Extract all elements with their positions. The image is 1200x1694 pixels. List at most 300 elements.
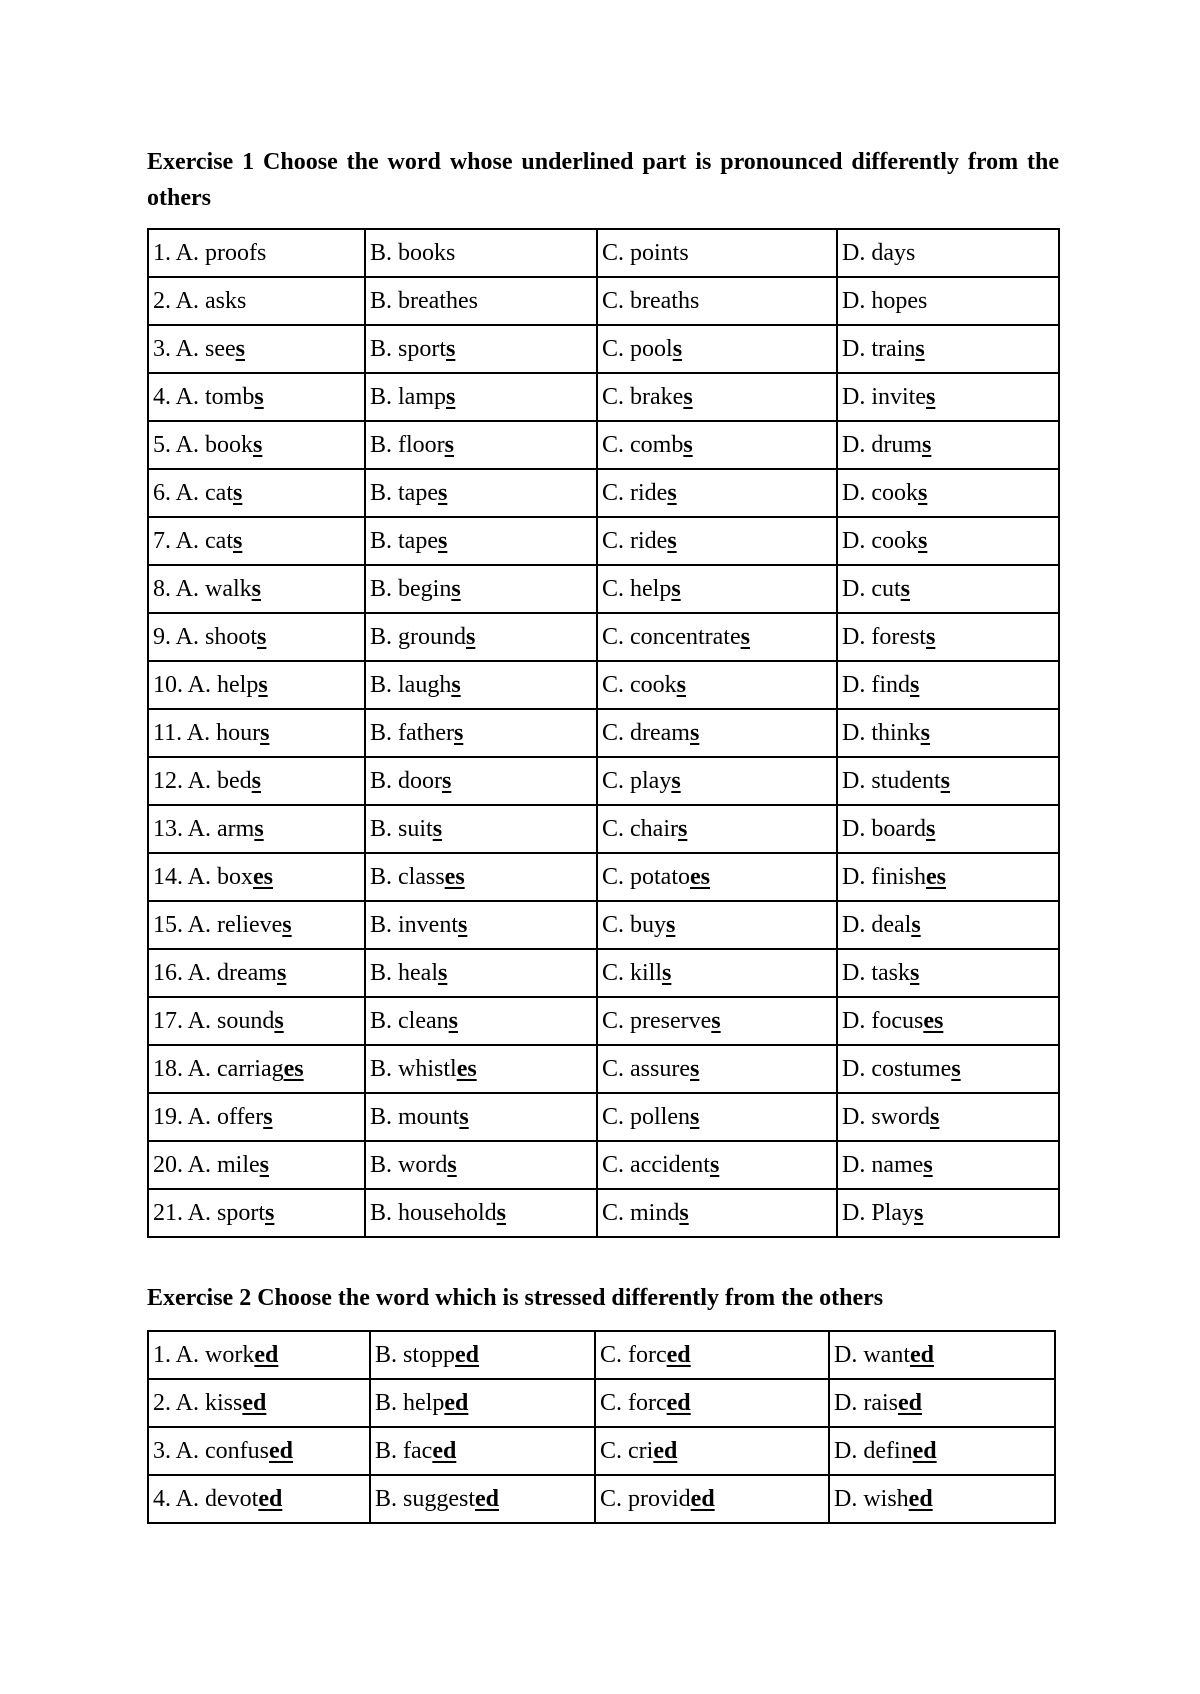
option-text: C. provid — [600, 1486, 691, 1512]
option-text: D. deal — [842, 912, 912, 938]
option-c-cell — [597, 1045, 837, 1093]
underlined-ending: s — [432, 816, 443, 842]
option-text: C. preserve — [602, 1008, 712, 1034]
option-text: 1. A. work — [153, 1342, 255, 1368]
question-row — [148, 1427, 1055, 1475]
option-text: D. costume — [842, 1056, 952, 1082]
option-text: 3. A. confus — [153, 1438, 269, 1464]
underlined-ending: s — [690, 1104, 700, 1130]
option-c-cell — [597, 997, 837, 1045]
option-text: D. cook — [842, 528, 918, 554]
option-text: D. find — [842, 672, 910, 698]
underlined-ending: s — [232, 480, 243, 506]
underlined-ending: ed — [254, 1342, 279, 1368]
option-text: 15. A. relieve — [153, 912, 283, 938]
underlined-ending: s — [442, 768, 452, 794]
underlined-ending: s — [671, 576, 681, 602]
underlined-ending: ed — [653, 1438, 678, 1464]
question-row — [148, 421, 1059, 469]
option-text: C. comb — [602, 432, 684, 458]
underlined-ending: s — [914, 1200, 924, 1226]
option-text: C. dream — [602, 720, 690, 746]
option-d-cell — [829, 1475, 1055, 1523]
underlined-ending: ed — [242, 1390, 267, 1416]
question-row — [148, 1475, 1055, 1523]
option-b-cell — [365, 1189, 597, 1237]
option-text: 6. A. cat — [153, 480, 233, 506]
question-row — [148, 469, 1059, 517]
underlined-ending: s — [679, 1200, 689, 1226]
underlined-ending: s — [253, 432, 263, 458]
underlined-ending: s — [235, 336, 245, 362]
option-a-cell — [148, 1475, 370, 1523]
option-d-cell — [837, 325, 1059, 373]
option-text: B. door — [370, 768, 442, 794]
option-text: D. finish — [842, 864, 926, 890]
option-d-cell — [829, 1379, 1055, 1427]
option-b-cell — [365, 565, 597, 613]
underlined-ending: s — [711, 1008, 721, 1034]
underlined-ending: s — [662, 960, 672, 986]
option-d-cell — [837, 421, 1059, 469]
option-d-cell — [837, 709, 1059, 757]
option-text: C. cri — [600, 1438, 654, 1464]
question-row — [148, 757, 1059, 805]
option-d-cell — [837, 277, 1059, 325]
underlined-ending: s — [926, 384, 936, 410]
option-text: C. points — [602, 240, 689, 266]
option-c-cell — [597, 565, 837, 613]
option-b-cell — [370, 1475, 595, 1523]
option-b-cell — [365, 613, 597, 661]
exercise-2-heading: Exercise 2 Choose the word which is stressed differently from the others — [147, 1285, 884, 1311]
underlined-ending: s — [915, 336, 925, 362]
underlined-ending: s — [453, 720, 464, 746]
underlined-ending: s — [276, 960, 287, 986]
option-text: C. ride — [602, 528, 668, 554]
option-text: 19. A. offer — [153, 1104, 264, 1130]
option-d-cell — [837, 997, 1059, 1045]
option-text: B. invent — [370, 912, 458, 938]
option-text: D. rais — [834, 1390, 898, 1416]
question-row — [148, 997, 1059, 1045]
underlined-ending: ed — [909, 1342, 934, 1368]
option-b-cell — [365, 805, 597, 853]
exercise-1-heading: Exercise 1 Choose the word whose underlined part is pronounced differently from the others — [147, 149, 1059, 211]
underlined-ending: s — [444, 432, 455, 458]
option-b-cell — [365, 901, 597, 949]
option-text: 3. A. see — [153, 336, 236, 362]
option-d-cell — [837, 805, 1059, 853]
option-text: 13. A. arm — [153, 816, 255, 842]
option-c-cell — [597, 277, 837, 325]
option-b-cell — [365, 757, 597, 805]
option-b-cell — [365, 1093, 597, 1141]
option-a-cell — [148, 709, 365, 757]
option-text: B. breathes — [370, 288, 478, 314]
option-text: 2. A. kiss — [153, 1390, 243, 1416]
option-a-cell — [148, 517, 365, 565]
underlined-ending: s — [740, 624, 750, 650]
question-row — [148, 805, 1059, 853]
option-text: C. concentrate — [602, 624, 741, 650]
option-text: B. tape — [370, 480, 438, 506]
question-row — [148, 661, 1059, 709]
underlined-ending: s — [689, 720, 700, 746]
option-text: 17. A. sound — [153, 1008, 275, 1034]
option-a-cell — [148, 1045, 365, 1093]
option-text: C. accident — [602, 1152, 710, 1178]
underlined-ending: s — [446, 336, 456, 362]
option-d-cell — [837, 949, 1059, 997]
option-a-cell — [148, 229, 365, 277]
underlined-ending: s — [917, 528, 928, 554]
option-c-cell — [597, 1093, 837, 1141]
option-text: D. cut — [842, 576, 901, 602]
question-row — [148, 229, 1059, 277]
option-text: B. fac — [375, 1438, 433, 1464]
option-a-cell — [148, 1093, 365, 1141]
option-b-cell — [365, 709, 597, 757]
option-text: B. begin — [370, 576, 452, 602]
option-b-cell — [365, 997, 597, 1045]
option-text: D. think — [842, 720, 921, 746]
underlined-ending: s — [259, 1152, 270, 1178]
question-row — [148, 1331, 1055, 1379]
option-b-cell — [365, 325, 597, 373]
underlined-ending: s — [923, 1152, 933, 1178]
option-text: B. help — [375, 1390, 445, 1416]
option-text: B. household — [370, 1200, 497, 1226]
question-row — [148, 949, 1059, 997]
underlined-ending: s — [448, 1008, 458, 1034]
underlined-ending: ed — [269, 1438, 293, 1464]
option-text: 12. A. bed — [153, 768, 252, 794]
underlined-ending: s — [925, 816, 936, 842]
underlined-ending: s — [667, 528, 677, 554]
option-b-cell — [365, 1141, 597, 1189]
option-a-cell — [148, 565, 365, 613]
underlined-ending: s — [925, 624, 936, 650]
underlined-ending: s — [274, 1008, 284, 1034]
option-b-cell — [365, 469, 597, 517]
underlined-ending: es — [690, 864, 710, 890]
option-text: C. potato — [602, 864, 690, 890]
option-text: B. whistl — [370, 1056, 457, 1082]
option-text: 10. A. help — [153, 672, 259, 698]
option-c-cell — [597, 901, 837, 949]
option-a-cell — [148, 853, 365, 901]
underlined-ending: s — [666, 912, 676, 938]
option-text: C. forc — [600, 1342, 667, 1368]
option-d-cell — [837, 373, 1059, 421]
option-text: D. sword — [842, 1104, 930, 1130]
option-text: D. board — [842, 816, 926, 842]
underlined-ending: ed — [475, 1486, 500, 1512]
underlined-ending: s — [683, 384, 693, 410]
option-text: D. hopes — [842, 288, 928, 314]
option-text: B. ground — [370, 624, 466, 650]
underlined-ending: s — [671, 768, 681, 794]
underlined-ending: es — [444, 864, 465, 890]
option-text: D. drum — [842, 432, 922, 458]
question-row — [148, 373, 1059, 421]
option-text: 2. A. asks — [153, 288, 247, 314]
option-d-cell — [829, 1427, 1055, 1475]
option-a-cell — [148, 277, 365, 325]
underlined-ending: ed — [897, 1390, 922, 1416]
option-text: 5. A. book — [153, 432, 254, 458]
underlined-ending: s — [689, 1056, 700, 1082]
option-d-cell — [837, 1141, 1059, 1189]
exercise-1-table — [147, 228, 1060, 1238]
option-c-cell — [597, 853, 837, 901]
underlined-ending: s — [676, 672, 687, 698]
option-a-cell — [148, 949, 365, 997]
option-b-cell — [365, 517, 597, 565]
option-a-cell — [148, 997, 365, 1045]
option-d-cell — [837, 901, 1059, 949]
underlined-ending: s — [900, 576, 910, 602]
option-a-cell — [148, 1379, 370, 1427]
option-text: C. help — [602, 576, 672, 602]
underlined-ending: s — [265, 1200, 275, 1226]
underlined-ending: s — [437, 960, 448, 986]
option-c-cell — [597, 421, 837, 469]
option-text: B. laugh — [370, 672, 452, 698]
option-text: C. buy — [602, 912, 667, 938]
option-b-cell — [365, 1045, 597, 1093]
option-b-cell — [365, 229, 597, 277]
underlined-ending: es — [456, 1056, 477, 1082]
underlined-ending: ed — [258, 1486, 283, 1512]
question-row — [148, 709, 1059, 757]
option-text: D. wish — [834, 1486, 909, 1512]
underlined-ending: ed — [666, 1342, 691, 1368]
underlined-ending: s — [917, 480, 928, 506]
option-a-cell — [148, 757, 365, 805]
option-c-cell — [597, 949, 837, 997]
option-text: C. pollen — [602, 1104, 690, 1130]
underlined-ending: s — [677, 816, 688, 842]
option-d-cell — [837, 229, 1059, 277]
option-text: B. floor — [370, 432, 445, 458]
option-c-cell — [595, 1475, 829, 1523]
option-c-cell — [597, 469, 837, 517]
option-text: 18. A. carriag — [153, 1056, 284, 1082]
option-text: C. forc — [600, 1390, 667, 1416]
option-b-cell — [365, 661, 597, 709]
question-row — [148, 1093, 1059, 1141]
option-text: B. word — [370, 1152, 448, 1178]
underlined-ending: s — [282, 912, 292, 938]
option-text: 21. A. sport — [153, 1200, 266, 1226]
option-d-cell — [837, 565, 1059, 613]
option-text: 20. A. mile — [153, 1152, 260, 1178]
option-a-cell — [148, 613, 365, 661]
option-text: C. pool — [602, 336, 673, 362]
underlined-ending: s — [446, 384, 456, 410]
underlined-ending: es — [253, 864, 274, 890]
option-text: C. play — [602, 768, 672, 794]
underlined-ending: s — [910, 672, 920, 698]
option-a-cell — [148, 1427, 370, 1475]
question-row — [148, 613, 1059, 661]
underlined-ending: s — [496, 1200, 507, 1226]
option-text: D. defin — [834, 1438, 913, 1464]
underlined-ending: s — [437, 528, 448, 554]
option-text: D. want — [834, 1342, 910, 1368]
underlined-ending: s — [672, 336, 683, 362]
option-a-cell — [148, 901, 365, 949]
option-c-cell — [597, 229, 837, 277]
option-text: B. suit — [370, 816, 433, 842]
option-a-cell — [148, 421, 365, 469]
question-row — [148, 1141, 1059, 1189]
underlined-ending: es — [926, 864, 946, 890]
option-d-cell — [837, 853, 1059, 901]
option-b-cell — [365, 853, 597, 901]
option-text: B. stopp — [375, 1342, 456, 1368]
option-a-cell — [148, 373, 365, 421]
option-text: B. sport — [370, 336, 447, 362]
option-text: D. student — [842, 768, 941, 794]
option-text: D. Play — [842, 1200, 914, 1226]
option-text: 4. A. devot — [153, 1486, 259, 1512]
underlined-ending: es — [283, 1056, 304, 1082]
option-text: D. cook — [842, 480, 918, 506]
option-b-cell — [365, 373, 597, 421]
option-a-cell — [148, 661, 365, 709]
option-b-cell — [370, 1379, 595, 1427]
option-c-cell — [597, 325, 837, 373]
option-b-cell — [365, 949, 597, 997]
option-d-cell — [837, 469, 1059, 517]
option-c-cell — [597, 757, 837, 805]
underlined-ending: ed — [444, 1390, 469, 1416]
option-text: 1. A. proofs — [153, 240, 267, 266]
underlined-ending: s — [258, 672, 268, 698]
exercise-2-table — [147, 1330, 1056, 1524]
option-d-cell — [837, 1093, 1059, 1141]
option-text: C. chair — [602, 816, 678, 842]
option-text: C. cook — [602, 672, 677, 698]
option-d-cell — [837, 1189, 1059, 1237]
option-a-cell — [148, 805, 365, 853]
option-text: D. forest — [842, 624, 926, 650]
underlined-ending: s — [254, 816, 264, 842]
option-c-cell — [597, 517, 837, 565]
option-text: D. days — [842, 240, 916, 266]
option-text: B. heal — [370, 960, 438, 986]
underlined-ending: s — [466, 624, 476, 650]
option-text: C. kill — [602, 960, 663, 986]
question-row — [148, 517, 1059, 565]
question-row — [148, 325, 1059, 373]
option-text: C. ride — [602, 480, 668, 506]
option-text: 9. A. shoot — [153, 624, 258, 650]
underlined-ending: es — [923, 1008, 944, 1034]
option-c-cell — [597, 1189, 837, 1237]
option-c-cell — [595, 1379, 829, 1427]
option-b-cell — [365, 421, 597, 469]
option-c-cell — [597, 613, 837, 661]
option-text: 7. A. cat — [153, 528, 233, 554]
underlined-ending: s — [922, 432, 932, 458]
option-b-cell — [370, 1427, 595, 1475]
option-text: D. task — [842, 960, 910, 986]
option-text: C. brake — [602, 384, 684, 410]
underlined-ending: s — [251, 768, 262, 794]
option-a-cell — [148, 1189, 365, 1237]
underlined-ending: ed — [455, 1342, 480, 1368]
underlined-ending: s — [920, 720, 931, 746]
option-text: 4. A. tomb — [153, 384, 255, 410]
underlined-ending: s — [911, 912, 921, 938]
question-row — [148, 1379, 1055, 1427]
option-text: B. tape — [370, 528, 438, 554]
option-c-cell — [597, 709, 837, 757]
underlined-ending: s — [458, 912, 468, 938]
option-text: B. books — [370, 240, 456, 266]
underlined-ending: s — [683, 432, 693, 458]
option-c-cell — [595, 1331, 829, 1379]
underlined-ending: s — [260, 720, 270, 746]
option-a-cell — [148, 469, 365, 517]
underlined-ending: s — [667, 480, 677, 506]
option-c-cell — [597, 1141, 837, 1189]
question-row — [148, 853, 1059, 901]
option-d-cell — [837, 1045, 1059, 1093]
underlined-ending: s — [930, 1104, 940, 1130]
option-text: 14. A. box — [153, 864, 254, 890]
option-text: C. breaths — [602, 288, 700, 314]
option-b-cell — [365, 277, 597, 325]
underlined-ending: s — [447, 1152, 457, 1178]
option-text: D. name — [842, 1152, 924, 1178]
underlined-ending: s — [709, 1152, 720, 1178]
question-row — [148, 277, 1059, 325]
underlined-ending: ed — [432, 1438, 457, 1464]
underlined-ending: s — [251, 576, 262, 602]
underlined-ending: s — [940, 768, 951, 794]
underlined-ending: ed — [912, 1438, 937, 1464]
option-c-cell — [595, 1427, 829, 1475]
option-text: B. suggest — [375, 1486, 476, 1512]
underlined-ending: s — [257, 624, 267, 650]
option-a-cell — [148, 1141, 365, 1189]
option-text: C. assure — [602, 1056, 690, 1082]
option-text: D. focus — [842, 1008, 924, 1034]
question-row — [148, 1045, 1059, 1093]
option-d-cell — [837, 613, 1059, 661]
option-c-cell — [597, 661, 837, 709]
underlined-ending: ed — [666, 1390, 691, 1416]
underlined-ending: s — [451, 672, 461, 698]
option-text: B. father — [370, 720, 454, 746]
option-d-cell — [837, 661, 1059, 709]
underlined-ending: s — [910, 960, 920, 986]
option-text: B. clean — [370, 1008, 449, 1034]
option-d-cell — [837, 757, 1059, 805]
underlined-ending: s — [459, 1104, 469, 1130]
option-text: B. mount — [370, 1104, 460, 1130]
option-text: D. train — [842, 336, 916, 362]
question-row — [148, 901, 1059, 949]
option-text: D. invite — [842, 384, 926, 410]
option-a-cell — [148, 1331, 370, 1379]
option-c-cell — [597, 805, 837, 853]
